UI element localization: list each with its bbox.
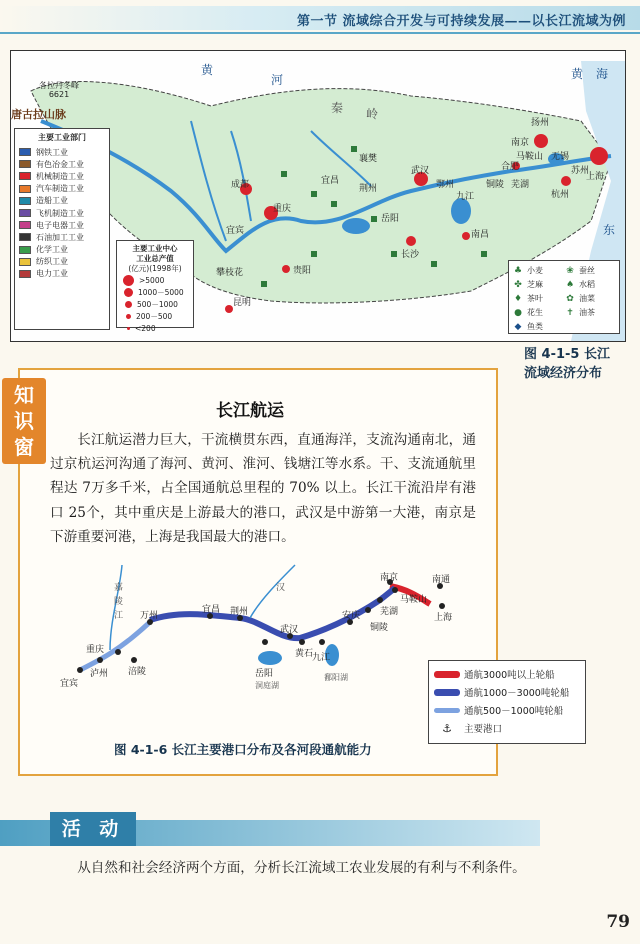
crop-mark	[351, 146, 357, 152]
legend-label: 电力工业	[36, 269, 68, 279]
legend-item	[19, 170, 105, 182]
legend-label: 有色冶金工业	[36, 159, 84, 169]
rapeseed-icon: ✿	[566, 293, 574, 304]
fish-icon: ◆	[514, 321, 522, 332]
chapter-title: 第一节 流域综合开发与可持续发展——以长江流域为例	[296, 14, 626, 29]
crop-mark	[281, 171, 287, 177]
lake-label-dongting: 洞庭湖	[255, 681, 279, 690]
tributary-label-han: 汉	[276, 583, 286, 593]
legend-swatch	[19, 270, 31, 278]
port-fuling: 涪陵	[128, 667, 147, 677]
center-guiyang	[282, 265, 290, 273]
city-panzhihua: 攀枝花	[216, 268, 244, 278]
city-shanghai: 上海	[586, 172, 605, 182]
port-map	[50, 560, 490, 736]
legend-dot	[126, 314, 131, 319]
port-marker	[377, 597, 383, 603]
header-rule	[0, 32, 640, 34]
label-he: 河	[271, 73, 284, 87]
port-marker	[77, 667, 83, 673]
legend-label: 500－1000	[137, 299, 178, 309]
city-ezhou: 鄂州	[436, 180, 455, 190]
legend-label: 汽车制造工业	[36, 184, 84, 194]
camellia-icon: ✝	[566, 307, 574, 318]
port-marker	[131, 657, 137, 663]
legend-dot	[127, 327, 130, 330]
legend-item	[564, 307, 616, 318]
legend-item	[434, 665, 580, 683]
figure-caption-1	[524, 345, 624, 383]
knowledge-tag-char: 识	[14, 409, 34, 433]
legend-item	[19, 231, 105, 243]
caption-line-1: 图 4-1-5 长江	[524, 347, 610, 362]
port-tongling: 铜陵	[370, 623, 389, 633]
label-sea-hai: 海	[596, 67, 609, 81]
legend-item	[19, 256, 105, 268]
label-peak	[39, 81, 79, 99]
peanut-icon: ●	[514, 307, 522, 318]
tributary-han	[250, 565, 295, 618]
label-ling: 岭	[366, 107, 379, 121]
rice-icon: ♠	[565, 279, 575, 290]
port-wanzhou: 万州	[140, 611, 159, 621]
value-legend-title-1: 主要工业中心	[132, 244, 178, 253]
legend-label: 茶叶	[527, 294, 543, 303]
legend-item	[19, 219, 105, 231]
city-wuxi: 无锡	[551, 152, 570, 162]
lake-label-poyang: 鄱阳湖	[324, 673, 348, 682]
city-tongling: 铜陵	[486, 180, 505, 190]
label-sea-dong: 东	[603, 223, 616, 237]
activity-label: 活 动	[50, 812, 136, 846]
city-wuhan: 武汉	[411, 166, 430, 176]
port-jiujiang: 九江	[312, 653, 331, 663]
legend-item	[434, 719, 580, 737]
legend-label: 1000－5000	[138, 287, 184, 297]
dongting-lake	[258, 651, 282, 665]
label-mountain: 唐古拉山脉	[11, 108, 66, 121]
legend-label: 飞机制造工业	[36, 208, 84, 218]
center-hangzhou	[561, 176, 571, 186]
label-sea-huang: 黄	[571, 67, 584, 81]
legend-item	[120, 286, 190, 298]
legend-item	[120, 298, 190, 310]
legend-swatch	[19, 160, 31, 168]
port-marker	[97, 657, 103, 663]
city-changsha: 长沙	[401, 250, 420, 260]
sesame-icon: ✤	[514, 279, 522, 290]
legend-dot	[124, 288, 133, 297]
knowledge-title: 长江航运	[216, 401, 284, 421]
crop-mark	[431, 261, 437, 267]
legend-item	[434, 701, 580, 719]
legend-label: 造船工业	[36, 196, 68, 206]
legend-label: 油茶	[579, 308, 595, 317]
port-marker	[115, 649, 121, 655]
value-legend-title-3: (亿元)(1998年)	[128, 264, 182, 273]
legend-label: 钢铁工业	[36, 147, 68, 157]
legend-swatch	[19, 148, 31, 156]
legend-item	[512, 265, 564, 276]
port-shanghai: 上海	[434, 613, 453, 623]
legend-swatch	[19, 221, 31, 229]
industry-legend-title: 主要工业部门	[38, 133, 86, 142]
crop-mark	[311, 191, 317, 197]
city-wuhu: 芜湖	[511, 180, 530, 190]
legend-swatch	[19, 197, 31, 205]
legend-item	[564, 293, 616, 304]
legend-item	[19, 207, 105, 219]
legend-swatch	[19, 185, 31, 193]
figure-caption-2: 图 4-1-6 长江主要港口分布及各河段通航能力	[114, 742, 372, 757]
legend-item	[512, 293, 564, 304]
legend-label: 机械制造工业	[36, 171, 84, 181]
knowledge-paragraph: 长江航运潜力巨大，干流横贯东西，直通海洋，支流沟通南北，通过京杭运河沟通了海河、黄河、淮河、钱塘江等水系。干、支流通航里程达 7万多千米，占全国通航总里程的 70% 以上。长江干流沿岸有港口 25个，其中重庆是上游最大的港口，武汉是中游第一大港，南京是下游重要河港，上海是我国最大的港口。	[50, 432, 476, 545]
port-yichang: 宜昌	[202, 605, 221, 615]
tributary-label-jiang: 江	[114, 611, 124, 621]
wheat-icon: ♣	[513, 265, 523, 276]
port-nantong: 南通	[432, 575, 451, 585]
tributary-label-jia: 嘉	[114, 583, 124, 593]
city-jingzhou: 荆州	[359, 184, 378, 194]
knowledge-tag-char: 窗	[14, 435, 34, 459]
port-anqing: 安庆	[342, 611, 361, 621]
legend-label: 电子电器工业	[36, 220, 84, 230]
port-chongqing: 重庆	[86, 645, 105, 655]
legend-item	[120, 310, 190, 322]
port-yibin: 宜宾	[60, 679, 79, 689]
legend-label: 蚕丝	[579, 266, 595, 275]
port-yueyang: 岳阳	[255, 669, 274, 679]
crop-mark	[311, 251, 317, 257]
tea-icon: ♦	[513, 293, 523, 304]
crop-legend	[508, 260, 620, 334]
legend-label: 花生	[527, 308, 543, 317]
legend-label: 200－500	[136, 311, 173, 321]
caption-line-2: 流域经济分布	[524, 366, 603, 381]
label-huang: 黄	[201, 63, 214, 77]
legend-item	[19, 146, 105, 158]
legend-label: 小麦	[527, 266, 543, 275]
legend-label: 水稻	[579, 280, 595, 289]
crop-mark	[391, 251, 397, 257]
port-huangshi: 黄石	[295, 649, 314, 659]
port-marker	[299, 639, 305, 645]
city-hangzhou: 杭州	[551, 190, 570, 200]
legend-label: 通航1000－3000吨轮船	[464, 688, 570, 699]
tributary-label-ling: 陵	[114, 597, 124, 607]
center-nanchang	[462, 232, 470, 240]
city-xiangfan: 襄樊	[359, 154, 378, 164]
legend-item	[19, 268, 105, 280]
center-kunming	[225, 305, 233, 313]
center-nanjing	[534, 134, 548, 148]
legend-item	[120, 274, 190, 286]
legend-swatch	[19, 258, 31, 266]
legend-item	[19, 195, 105, 207]
port-marker	[392, 587, 398, 593]
legend-dot	[123, 275, 134, 286]
crop-mark	[371, 216, 377, 222]
peak-elevation: 6621	[48, 90, 70, 99]
navigation-legend	[428, 660, 586, 744]
city-chongqing: 重庆	[273, 204, 292, 214]
page-number: 79	[606, 912, 630, 932]
anchor-icon: ⚓	[442, 721, 452, 735]
legend-label: 鱼类	[527, 322, 543, 331]
port-wuhu: 芜湖	[380, 607, 399, 617]
city-maanshan: 马鞍山	[516, 152, 544, 162]
legend-swatch	[19, 209, 31, 217]
port-marker	[262, 639, 268, 645]
port-wuhan: 武汉	[280, 625, 299, 635]
page-header	[0, 0, 640, 40]
legend-item	[19, 244, 105, 256]
legend-swatch	[19, 172, 31, 180]
city-kunming: 昆明	[233, 298, 252, 308]
city-yangzhou: 扬州	[531, 118, 550, 128]
legend-item	[19, 158, 105, 170]
port-nanjing: 南京	[380, 573, 399, 583]
legend-bar	[434, 708, 460, 713]
city-nanjing: 南京	[511, 138, 530, 148]
port-marker	[365, 607, 371, 613]
legend-item	[434, 683, 580, 701]
knowledge-tag	[2, 378, 46, 464]
city-jiujiang: 九江	[456, 192, 475, 202]
legend-item	[512, 307, 564, 318]
activity-text: 从自然和社会经济两个方面，分析长江流域工农业发展的有利与不利条件。	[77, 860, 526, 876]
value-legend	[116, 240, 194, 333]
knowledge-tag-char: 知	[14, 383, 34, 407]
port-marker	[439, 603, 445, 609]
center-shanghai	[590, 147, 608, 165]
city-chengdu: 成都	[231, 180, 250, 190]
legend-label: 纺织工业	[36, 257, 68, 267]
port-maanshan: 马鞍山	[400, 595, 428, 605]
silk-icon: ❀	[566, 265, 574, 276]
crop-mark	[331, 201, 337, 207]
city-suzhou: 苏州	[571, 166, 590, 176]
city-yueyang: 岳阳	[381, 214, 400, 224]
crop-mark	[261, 281, 267, 287]
legend-label: 通航3000吨以上轮船	[464, 670, 555, 681]
city-guiyang: 贵阳	[293, 266, 312, 276]
value-legend-title-2: 工业总产值	[136, 254, 174, 263]
legend-bar	[434, 671, 460, 678]
legend-label: 石油加工工业	[36, 232, 84, 242]
legend-item	[120, 322, 190, 334]
legend-label: 芝麻	[527, 280, 543, 289]
port-luzhou: 泸州	[90, 669, 109, 679]
peak-name: 各拉丹冬峰	[39, 81, 79, 90]
city-nanchang: 南昌	[471, 230, 490, 240]
legend-label: 主要港口	[464, 724, 503, 735]
legend-dot	[125, 301, 132, 308]
legend-label: >5000	[139, 275, 165, 285]
label-qin: 秦	[331, 101, 344, 115]
legend-item	[512, 279, 564, 290]
city-yibin: 宜宾	[226, 226, 245, 236]
industry-legend	[14, 128, 110, 330]
legend-swatch	[19, 233, 31, 241]
center-changsha	[406, 236, 416, 246]
legend-label: <200	[135, 323, 156, 333]
dongting-lake	[342, 218, 370, 234]
legend-item	[19, 183, 105, 195]
legend-item	[564, 265, 616, 276]
crop-mark	[481, 251, 487, 257]
legend-label: 通航500－1000吨轮船	[464, 706, 564, 717]
legend-bar	[434, 689, 460, 696]
port-marker	[319, 639, 325, 645]
city-hefei: 合肥	[501, 162, 520, 172]
legend-item	[512, 321, 564, 332]
legend-item	[564, 279, 616, 290]
city-yichang: 宜昌	[321, 176, 340, 186]
legend-label: 化学工业	[36, 245, 68, 255]
legend-swatch	[19, 246, 31, 254]
port-jingzhou: 荆州	[230, 607, 249, 617]
legend-label: 油菜	[579, 294, 595, 303]
